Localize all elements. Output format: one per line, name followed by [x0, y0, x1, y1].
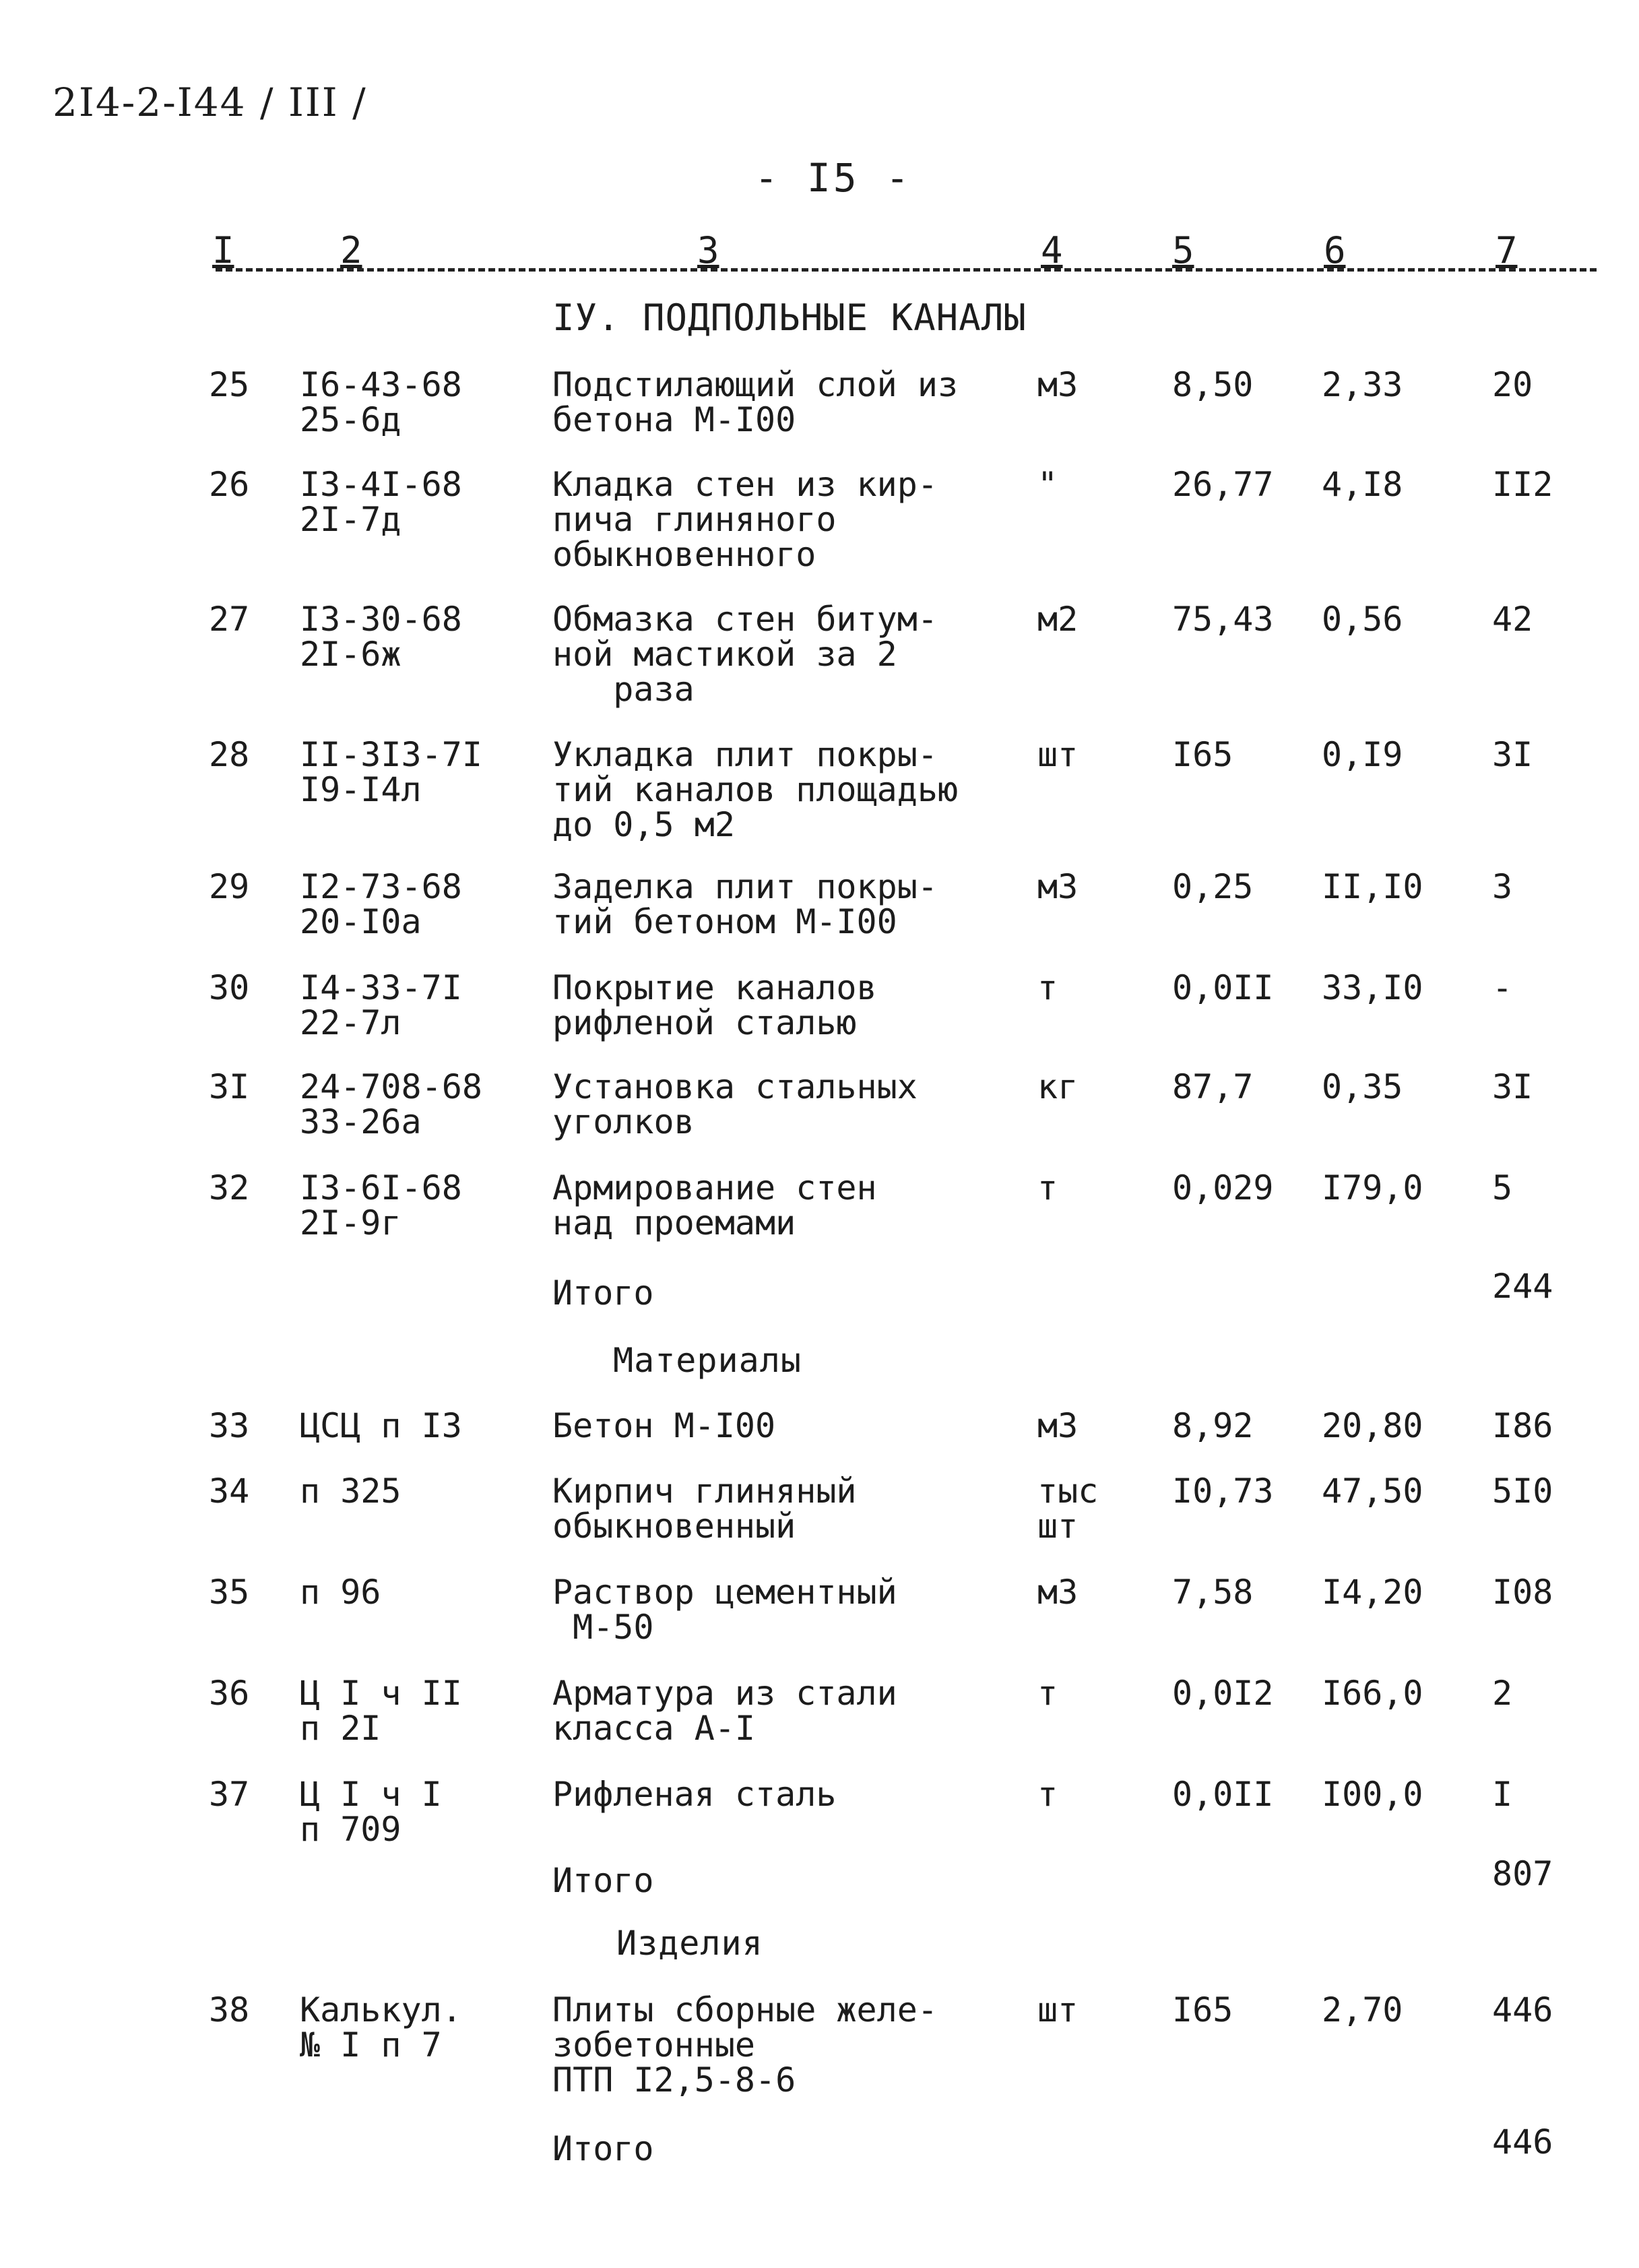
row-price: I66,0	[1322, 1674, 1423, 1713]
row-name: Армирование стен над проемами	[552, 1168, 877, 1242]
row-price: II,I0	[1322, 867, 1423, 906]
row-unit: тыс шт	[1037, 1472, 1099, 1546]
row-price: 2,33	[1322, 365, 1403, 404]
total-label: Итого	[552, 1861, 654, 1900]
row-name: Заделка плит покры- тий бетоном М-I00	[552, 867, 938, 941]
row-unit: шт	[1037, 1990, 1079, 2029]
column-header-2: 2	[340, 229, 362, 272]
row-name: Арматура из стали класса А-I	[552, 1674, 897, 1748]
row-unit: м2	[1037, 600, 1079, 639]
row-code: 24-708-68 33-26а	[300, 1067, 482, 1141]
row-number: 26	[209, 465, 250, 504]
row-quantity: 0,0II	[1172, 1775, 1274, 1814]
row-code: I6-43-68 25-6д	[300, 365, 462, 439]
row-name: Покрытие каналов рифленой сталью	[552, 968, 877, 1042]
row-name: Бетон М-I00	[552, 1406, 776, 1445]
row-number: 38	[209, 1990, 250, 2029]
row-price: 0,56	[1322, 600, 1403, 639]
row-code: Ц I ч I п 709	[300, 1775, 442, 1849]
row-quantity: 75,43	[1172, 600, 1274, 639]
row-name: Рифленая сталь	[552, 1775, 837, 1814]
row-unit: т	[1037, 968, 1058, 1007]
row-price: 33,I0	[1322, 968, 1423, 1007]
row-cost: I	[1492, 1775, 1513, 1814]
row-price: 4,I8	[1322, 465, 1403, 504]
row-name: Кирпич глиняный обыкновенный	[552, 1472, 857, 1546]
row-price: 0,I9	[1322, 735, 1403, 774]
row-quantity: 0,0I2	[1172, 1674, 1274, 1713]
row-number: 27	[209, 600, 250, 639]
row-cost: I08	[1492, 1573, 1553, 1612]
row-unit: т	[1037, 1674, 1058, 1713]
row-number: 37	[209, 1775, 250, 1814]
row-price: I4,20	[1322, 1573, 1423, 1612]
row-number: 33	[209, 1406, 250, 1445]
row-code: ЦСЦ п I3	[300, 1406, 462, 1445]
row-cost: 5	[1492, 1168, 1513, 1207]
document-code: 2I4-2-I44 / III /	[53, 80, 367, 125]
row-quantity: 0,0II	[1172, 968, 1274, 1007]
row-unit: м3	[1037, 1406, 1079, 1445]
row-quantity: I65	[1172, 735, 1233, 774]
row-quantity: 0,029	[1172, 1168, 1274, 1207]
header-dashed-rule	[216, 268, 1597, 272]
row-unit: т	[1037, 1168, 1058, 1207]
row-number: 3I	[209, 1067, 250, 1106]
row-number: 36	[209, 1674, 250, 1713]
row-quantity: 0,25	[1172, 867, 1254, 906]
row-code: I4-33-7I 22-7л	[300, 968, 462, 1042]
column-header-1: I	[212, 229, 234, 272]
row-price: 0,35	[1322, 1067, 1403, 1106]
column-header-3: 3	[697, 229, 719, 272]
row-unit: т	[1037, 1775, 1058, 1814]
row-unit: кг	[1037, 1067, 1079, 1106]
row-code: I3-6I-68 2I-9г	[300, 1168, 462, 1242]
row-cost: 5I0	[1492, 1472, 1553, 1511]
row-cost: 42	[1492, 600, 1533, 639]
row-unit: шт	[1037, 735, 1079, 774]
row-quantity: 7,58	[1172, 1573, 1254, 1612]
row-name: Раствор цементный М-50	[552, 1573, 897, 1647]
row-name: Кладка стен из кир- пича глиняного обыкновенного	[552, 465, 938, 574]
row-quantity: 26,77	[1172, 465, 1274, 504]
total-value: 807	[1492, 1854, 1553, 1893]
row-unit: м3	[1037, 1573, 1079, 1612]
row-number: 34	[209, 1472, 250, 1511]
row-price: 47,50	[1322, 1472, 1423, 1511]
row-name: Обмазка стен битум- ной мастикой за 2 раза	[552, 600, 938, 709]
row-cost: 446	[1492, 1990, 1553, 2029]
row-cost: II2	[1492, 465, 1553, 504]
row-code: I3-30-68 2I-6ж	[300, 600, 462, 674]
row-name: Укладка плит покры- тий каналов площадью до 0,5 м2	[552, 735, 959, 844]
row-code: п 96	[300, 1573, 381, 1612]
row-name: Плиты сборные желе- зобетонные ПТП I2,5-8-6	[552, 1990, 938, 2100]
row-number: 35	[209, 1573, 250, 1612]
column-header-row	[0, 229, 1639, 283]
row-price: 2,70	[1322, 1990, 1403, 2029]
page-number: - I5 -	[754, 155, 912, 201]
row-unit: м3	[1037, 365, 1079, 404]
row-code: II-3I3-7I I9-I4л	[300, 735, 482, 809]
row-unit: "	[1037, 465, 1058, 504]
row-price: 20,80	[1322, 1406, 1423, 1445]
row-number: 32	[209, 1168, 250, 1207]
total-value: 446	[1492, 2122, 1553, 2162]
row-code: I3-4I-68 2I-7д	[300, 465, 462, 539]
row-quantity: 8,50	[1172, 365, 1254, 404]
row-price: I79,0	[1322, 1168, 1423, 1207]
row-quantity: 8,92	[1172, 1406, 1254, 1445]
row-name: Подстилающий слой из бетона М-I00	[552, 365, 959, 439]
column-header-6: 6	[1324, 229, 1346, 272]
total-label: Итого	[552, 1273, 654, 1313]
row-code: I2-73-68 20-I0а	[300, 867, 462, 941]
row-number: 25	[209, 365, 250, 404]
column-header-7: 7	[1496, 229, 1518, 272]
row-code: п 325	[300, 1472, 401, 1511]
row-code: Калькул. № I п 7	[300, 1990, 462, 2065]
row-cost: -	[1492, 968, 1513, 1007]
row-cost: 3I	[1492, 735, 1533, 774]
row-cost: 2	[1492, 1674, 1513, 1713]
row-price: I00,0	[1322, 1775, 1423, 1814]
row-cost: 20	[1492, 365, 1533, 404]
section-title-canals: IУ. ПОДПОЛЬНЫЕ КАНАЛЫ	[552, 296, 1027, 339]
row-cost: 3	[1492, 867, 1513, 906]
column-header-4: 4	[1041, 229, 1063, 272]
row-number: 30	[209, 968, 250, 1007]
section-title-products: Изделия	[616, 1924, 763, 1963]
row-number: 28	[209, 735, 250, 774]
row-quantity: I0,73	[1172, 1472, 1274, 1511]
section-title-materials: Материалы	[613, 1341, 802, 1380]
total-value: 244	[1492, 1267, 1553, 1306]
row-name: Установка стальных уголков	[552, 1067, 918, 1141]
row-number: 29	[209, 867, 250, 906]
row-quantity: 87,7	[1172, 1067, 1254, 1106]
row-cost: I86	[1492, 1406, 1553, 1445]
row-unit: м3	[1037, 867, 1079, 906]
row-cost: 3I	[1492, 1067, 1533, 1106]
row-code: Ц I ч II п 2I	[300, 1674, 462, 1748]
row-quantity: I65	[1172, 1990, 1233, 2029]
column-header-5: 5	[1172, 229, 1194, 272]
total-label: Итого	[552, 2129, 654, 2168]
